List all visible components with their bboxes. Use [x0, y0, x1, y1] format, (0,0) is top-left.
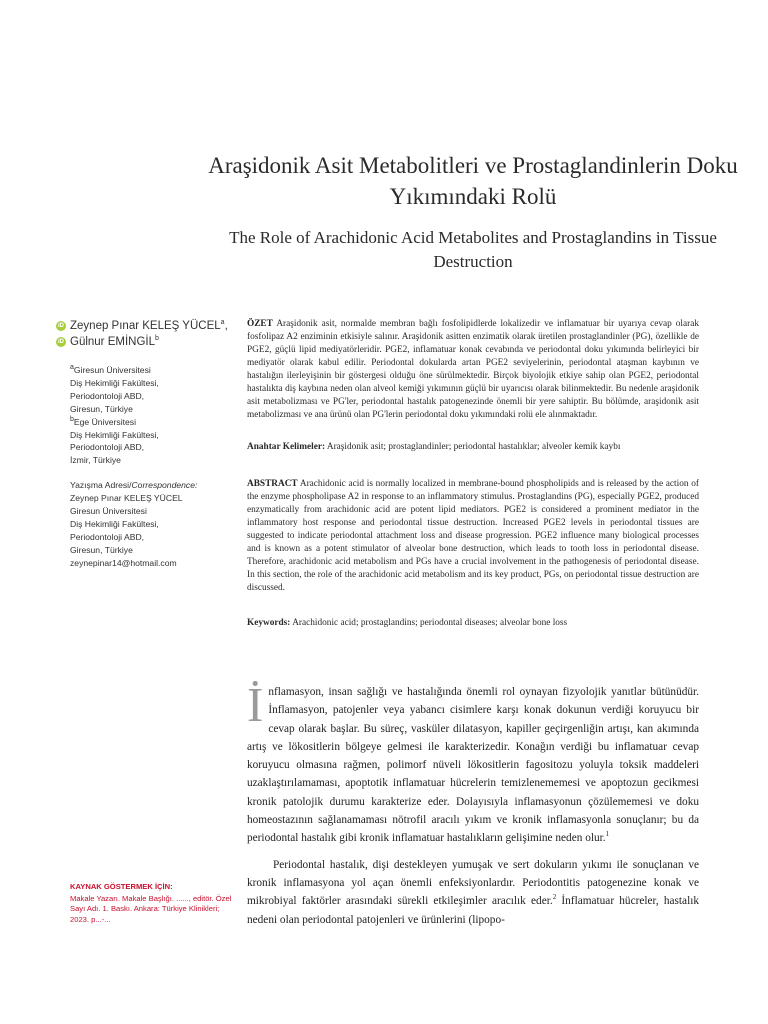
ozet-text: Araşidonik asit, normalde membran bağlı fosfolipidlerde lokalizedir ve inflamatuar bir uyarıya cevap olarak fosfolipaz A2 enziminin etkisiyle salınır. Araşidonik asitten enzimatik olarak üretilen prostaglandinler (PG), özellikle de PGE2, güçlü lipid mediyatörleridir. PGE2, inflamatuar konak cevabında ve periodontal doku yıkımında belirleyici bir mediyatör olarak kabul edilir. Periodontal dokularda artan PGE2 seviyelerinin, periodontal ataşman kaybının ve hastalığın ilerleyişinin bir göstergesi olduğu öne sürülmektedir. Birçok biyolojik etkiye sahip olan PGE2, periodontal hastalıkta diş kaybına neden olan alveol kemiği yıkımının güçlü bir uyarıcısı olarak bilinmektedir. Bu nedenle araşidonik asit metabolizması ve PG'ler, periodontal hastalık patogenezinde önemli bir yere sahiptir. Bu bölümde, araşidonik asit metabolizması ve ana ürünü olan PG'lerin periodontal doku yıkımındaki rolü ele alınmaktadır. [247, 319, 699, 420]
paragraph [247, 856, 699, 929]
author-1 [56, 318, 232, 334]
author-1-sup: a [220, 319, 225, 327]
ozet-label: ÖZET [247, 319, 273, 329]
affiliation-text: Giresun Üniversitesi [73, 365, 151, 375]
correspondence-line: Diş Hekimliği Fakültesi, [70, 518, 159, 529]
abstract-label: ABSTRACT [247, 479, 298, 489]
orcid-icon[interactable]: iD [58, 339, 64, 345]
affiliation-sup: a [70, 364, 74, 372]
reference-marker[interactable]: 1 [605, 830, 610, 839]
affiliations [70, 364, 232, 467]
ozet-block [247, 318, 699, 422]
title-english: The Role of Arachidonic Acid Metabolites and Prostaglandins in Tissue Destruction [229, 228, 717, 271]
citation-box [70, 882, 232, 925]
affiliation-line [70, 364, 232, 377]
affiliation-text: Ege Üniversitesi [73, 416, 136, 427]
anahtar-text: Araşidonik asit; prostaglandinler; periodontal hastalıklar; alveoler kemik kaybı [326, 442, 621, 452]
citation-text: Makale Yazarı. Makale Başlığı. ......, editör. Özel Sayı Adı. 1. Baskı. Ankara: Türkiye Klinikleri; 2023. p...-... [70, 893, 232, 924]
author-2 [56, 334, 232, 350]
affiliation-line: Diş Hekimliği Fakültesi, [70, 429, 159, 440]
body-text [247, 677, 699, 929]
correspondence-line: Zeynep Pınar KELEŞ YÜCEL [70, 493, 183, 504]
author-2-sup: b [155, 335, 159, 343]
affiliation-sup: b [70, 415, 74, 423]
author-1-text [70, 318, 228, 334]
abstract-text: Arachidonic acid is normally localized in membrane-bound phospholipids and is released by the action of the enzyme phospholipase A2 in response to an inflammatory stimulus. Prostaglandins (PG), especially PGE2, produced enzymatically from arachidonic acid are potent lipid mediators. PGE2 is considered a prominent mediator in the inflammatory host response and periodontal tissue destruction. Increased PGE2 levels in periodontal tissues are suggested to indicate periodontal attachment loss and disease progression. PGE2 influence many biological processes and is known as a potent stimulator of alveolar bone destruction, which leads to tooth loss in periodontal disease. Therefore, arachidonic acid metabolism and PGs have a crucial involvement in the pathogenesis of periodontal disease. In this section, the role of the arachidonic acid metabolism and its key product, PGs, on periodontal tissue destruction are discussed. [247, 479, 699, 593]
author-sidebar [56, 318, 232, 570]
paragraph [247, 677, 699, 848]
orcid-icon[interactable]: iD [58, 323, 64, 329]
affiliation-line: Giresun, Türkiye [70, 403, 133, 414]
keywords-text: Arachidonic acid; prostaglandins; periodontal diseases; alveolar bone loss [292, 618, 568, 628]
author-1-tail: , [224, 320, 228, 332]
anahtar-label: Anahtar Kelimeler: [247, 442, 326, 452]
affiliation-line: Periodontoloji ABD, [70, 390, 145, 401]
author-1-name: Zeynep Pınar KELEŞ YÜCEL [70, 320, 221, 332]
reference-marker[interactable]: 2 [552, 893, 557, 902]
title-block [200, 150, 746, 274]
correspondence-email[interactable]: zeynepinar14@hotmail.com [70, 557, 177, 568]
paragraph-text: İnflamatuar hücreler, hastalık nedeni olan periodontal patojenleri ve ürünlerini (lipopo- [247, 895, 699, 926]
affiliation-line: İzmir, Türkiye [70, 455, 121, 466]
author-2-name: Gülnur EMİNGİL [70, 336, 155, 348]
correspondence-line: Periodontoloji ABD, [70, 531, 145, 542]
anahtar-kelimeler [247, 441, 699, 453]
paragraph-text: nflamasyon, insan sağlığı ve hastalığında önemli rol oynayan fizyolojik yanıtlar bütünüdür. İnflamasyon, patojenler veya yabancı cisimlere karşı konak dokunun verdiği koruyucu bir cevap olarak başlar. Bu süreç, vasküler dilatasyon, kapiller geçirgenliğin artışı, kan akımında artış ve lökositlerin bölgeye gelmesi ile karakterizedir. Konağın verdiği bu inflamatuar cevap koruyucu olmasına rağmen, polimorf nüveli lökositlerin fagositozu yoluyla toksik maddeleri uzaklaştırılamaması, apoptotik inflamatuar hücrelerin temizlenememesi ve apoptozun gecikmesi kronik patolojik durumu karakterize eder. Dolayısıyla inflamasyonun çözülememesi ve doku homeostazının sağlanamaması nötrofil aracılı yıkım ve kronik inflamasyonla sonuçlanır; bu da periodontal hastalık gibi kronik inflamatuar hastalıkların gelişimine neden olur. [247, 686, 699, 845]
correspondence-heading [70, 479, 232, 492]
citation-heading: KAYNAK GÖSTERMEK İÇİN: [70, 882, 173, 891]
affiliation-line: Periodontoloji ABD, [70, 442, 145, 453]
correspondence [70, 479, 232, 569]
affiliation-line: Diş Hekimliği Fakültesi, [70, 377, 159, 388]
correspondence-line: Giresun Üniversitesi [70, 506, 147, 517]
correspondence-heading-a: Yazışma Adresi/ [70, 480, 132, 491]
drop-cap: İ [247, 677, 264, 732]
keywords-label: Keywords: [247, 618, 291, 628]
paragraph-text: Periodontal hastalık, dişi destekleyen yumuşak ve sert dokuların yıkımı ile sonuçlanan ve kronik inflamasyona yol açan önemli enfeksiyonlardır. Periodontitis patogenezine konak ve mikrobiyal faktörler arasındaki sürekli etkileşimler aracılık eder. [247, 858, 699, 908]
affiliation-line [70, 416, 232, 429]
correspondence-line: Giresun, Türkiye [70, 544, 133, 555]
title-turkish: Araşidonik Asit Metabolitleri ve Prostaglandinlerin Doku Yıkımındaki Rolü [208, 153, 738, 209]
abstract-block [247, 478, 699, 595]
keywords [247, 617, 699, 629]
author-2-text [70, 334, 159, 350]
correspondence-heading-b: Correspondence: [131, 480, 198, 491]
